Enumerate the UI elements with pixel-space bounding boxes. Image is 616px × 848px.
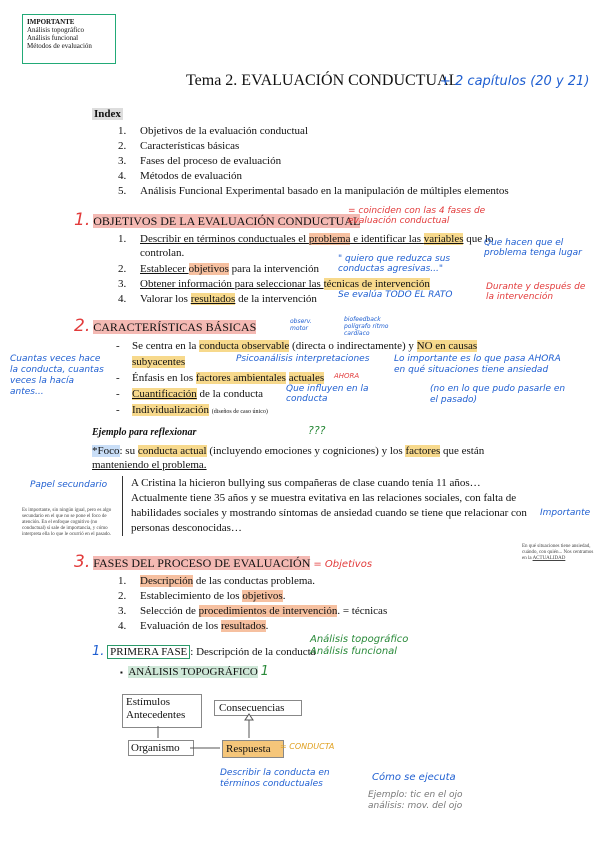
fase1-notes: Análisis topográfico Análisis funcional bbox=[310, 634, 409, 657]
note-importante-right: Importante bbox=[540, 508, 591, 518]
index-heading: Index bbox=[94, 108, 121, 120]
section1-note: = coinciden con las 4 fases de evaluación conductual bbox=[348, 206, 486, 226]
list-item: 3. Fases del proceso de evaluación bbox=[118, 155, 282, 167]
organismo-box: Organismo bbox=[128, 740, 194, 756]
section1-heading: 1. OBJETIVOS DE LA EVALUACIÓN CONDUCTUAL bbox=[74, 210, 361, 230]
note-observ: observ. motor bbox=[290, 318, 312, 332]
list-item: - Se centra en la conducta observable (directa o indirectamente) y NO en causas subyacentes bbox=[116, 338, 516, 370]
important-line: Análisis topográfico bbox=[27, 26, 84, 34]
section2-list bbox=[116, 338, 516, 420]
list-item: 3. Selección de procedimientos de intervención. = técnicas bbox=[118, 605, 388, 617]
describir-note: Describir la conducta en términos conductuales bbox=[220, 768, 330, 789]
note-objectives: " quiero que reduzca sus conductas agresivas..." bbox=[338, 254, 451, 274]
note-bio: biofeedback polígrafo ritmo cardíaco bbox=[344, 316, 389, 337]
example-foco: *Foco: su conducta actual (incluyendo emociones y cogniciones) y los factores que están manteniendo el problema. bbox=[92, 445, 485, 471]
page-title: Tema 2. EVALUACIÓN CONDUCTUAL bbox=[186, 72, 459, 89]
consecuencias-box: Consecuencias bbox=[214, 700, 302, 716]
note-ahora: AHORA bbox=[334, 372, 360, 380]
respuesta-box: Respuesta bbox=[222, 740, 284, 758]
note-evaluate: Se evalúa TODO EL RATO bbox=[338, 290, 453, 300]
list-item: 2. Características básicas bbox=[118, 140, 240, 152]
example-story: A Cristina la hicieron bullying sus compañeras de clase cuando tenía 11 años… Actualmente tiene 35 años y se muestra evitativa en las relaciones sociales, con falta de habilidades sociales y mostrando síntomas de ansiedad cuando se tiene que relacionar con personas desconocidas… bbox=[122, 476, 531, 536]
fase1-bullet: ▪ ANÁLISIS TOPOGRÁFICO 1 bbox=[120, 664, 269, 679]
list-item: 3. Obtener información para seleccionar las técnicas de intervención bbox=[118, 278, 430, 290]
list-item: 1. Objetivos de la evaluación conductual bbox=[118, 125, 308, 137]
example-heading: Ejemplo para reflexionar bbox=[92, 427, 197, 438]
como-note: Cómo se ejecuta bbox=[372, 772, 456, 783]
list-item: - Cuantificación de la conducta bbox=[116, 386, 516, 402]
index-list bbox=[118, 124, 588, 199]
list-item: - Énfasis en los factores ambientales actuales bbox=[116, 370, 516, 386]
list-item: - Individualización (diseños de caso único) bbox=[116, 402, 516, 420]
list-item: 4. Evaluación de los resultados. bbox=[118, 620, 269, 632]
qmarks: ??? bbox=[308, 424, 326, 437]
list-item: 4. Valorar los resultados de la intervención bbox=[118, 293, 317, 305]
section2-heading: 2. CARACTERÍSTICAS BÁSICAS bbox=[74, 316, 257, 336]
list-item: 1. Descripción de las conductas problema. bbox=[118, 575, 316, 587]
note-importante-right-text: En qué situaciones tiene ansiedad, cuándo, con quién... Nos centramos en la ACTUALIDAD bbox=[522, 544, 594, 561]
note-pasado: (no en lo que pudo pasarle en el pasado) bbox=[430, 384, 566, 405]
title-note: + 2 capítulos (20 y 21) bbox=[440, 74, 590, 89]
note-importante: Lo importante es lo que pasa AHORA en qué situaciones tiene ansiedad bbox=[394, 354, 561, 375]
fase1-heading: 1. PRIMERA FASE : Descripción de la conducta bbox=[92, 644, 316, 659]
list-item: 1. Describir en términos conductuales el problema e identificar las variables que lo controlan. bbox=[118, 233, 494, 259]
ejemplo-note: Ejemplo: tic en el ojo análisis: mov. del ojo bbox=[368, 790, 463, 811]
note-cuantas: Cuantas veces hace la conducta, cuantas veces la hacía antes... bbox=[10, 354, 104, 397]
conducta-note: = CONDUCTA bbox=[280, 742, 335, 751]
list-item: 2. Establecimiento de los objetivos. bbox=[118, 590, 286, 602]
note-secundario-text: Es importante, sin ningún igual, pero es algo secundario en el que no se pone el foco de atención. En el enfoque cognitivo (no conductual) sí sale de importancia, y cómo interpreta ella lo que le ocurrió en el pasado. bbox=[22, 508, 112, 537]
note-during: Durante y después de la intervención bbox=[486, 282, 586, 302]
note-problem: Que hacen que el problema tenga lugar bbox=[484, 238, 582, 258]
note-psico: Psicoanálisis interpretaciones bbox=[236, 354, 370, 364]
important-line: Métodos de evaluación bbox=[27, 42, 92, 50]
note-secundario: Papel secundario bbox=[30, 480, 108, 490]
note-influyen: Que influyen en la conducta bbox=[286, 384, 369, 404]
list-item: 5. Análisis Funcional Experimental basado en la manipulación de múltiples elementos bbox=[118, 185, 509, 197]
important-box bbox=[22, 14, 116, 64]
section3-list bbox=[118, 574, 518, 634]
important-line: Análisis funcional bbox=[27, 34, 79, 42]
list-item: 4. Métodos de evaluación bbox=[118, 170, 243, 182]
section3-heading: 3. FASES DEL PROCESO DE EVALUACIÓN = Objetivos bbox=[74, 552, 373, 572]
list-item: 2. Establecer objetivos para la intervención bbox=[118, 263, 320, 275]
estimulos-box: Estímulos Antecedentes bbox=[122, 694, 202, 728]
important-title: IMPORTANTE bbox=[27, 18, 75, 26]
